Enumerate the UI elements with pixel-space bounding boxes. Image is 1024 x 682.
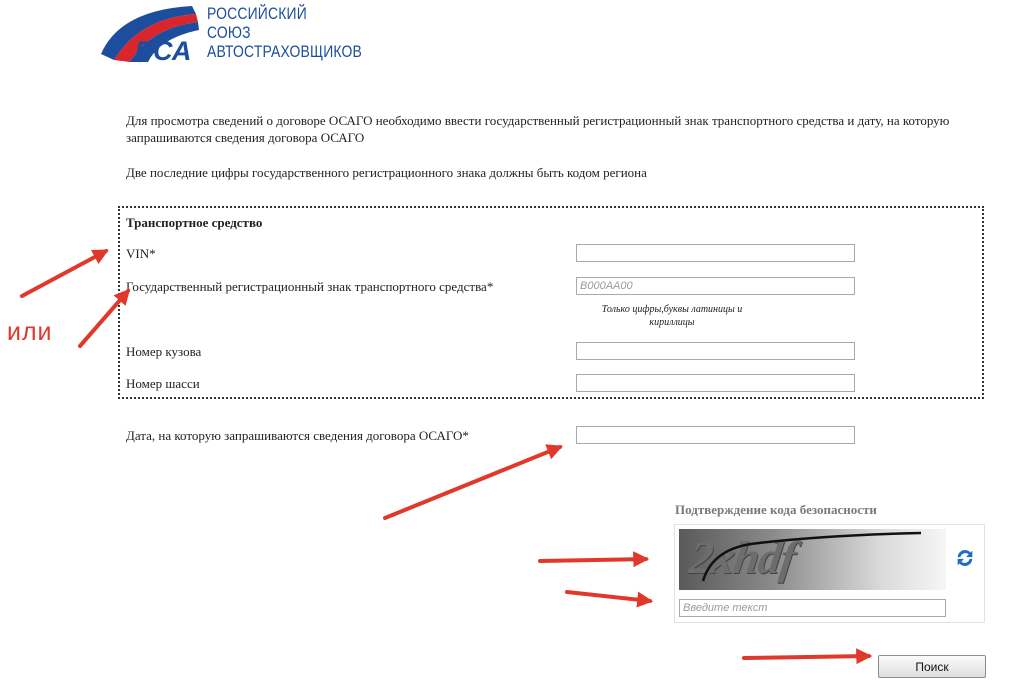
refresh-icon[interactable]	[954, 547, 976, 569]
plate-hint: Только цифры,буквы латиницы и кириллицы	[601, 304, 743, 328]
vehicle-section-title: Транспортное средство	[126, 215, 263, 230]
search-button[interactable]: Поиск	[878, 655, 986, 678]
captcha-image-text: 2xhdf	[686, 532, 799, 583]
region-note: Две последние цифры государственного регистрационного знака должны быть кодом региона	[126, 165, 647, 180]
body-number-label: Номер кузова	[126, 344, 202, 359]
arrow-to-captcha-image	[540, 559, 646, 561]
chassis-number-input[interactable]	[576, 374, 855, 392]
logo-line-1: РОССИЙСКИЙ	[207, 4, 307, 23]
logo-text	[207, 4, 362, 61]
vin-label: VIN*	[126, 246, 156, 261]
date-input[interactable]	[576, 426, 855, 444]
captcha-title: Подтверждение кода безопасности	[675, 502, 877, 517]
rsa-mark	[135, 36, 191, 66]
vehicle-section	[118, 206, 984, 399]
or-annotation: или	[7, 318, 53, 346]
captcha-input[interactable]	[679, 599, 946, 617]
svg-text:РСА: РСА	[135, 36, 192, 66]
date-label: Дата, на которую запрашиваются сведения договора ОСАГО*	[126, 428, 469, 443]
arrow-to-search-button	[744, 656, 869, 658]
intro-text: Для просмотра сведений о договоре ОСАГО необходимо ввести государственный регистрационный знак транспортного средства и дату, на которую запрашиваются сведения договора ОСАГО	[126, 113, 950, 145]
vin-input[interactable]	[576, 244, 855, 262]
arrow-to-date	[385, 447, 560, 518]
body-number-input[interactable]	[576, 342, 855, 360]
captcha-noise-line	[679, 529, 946, 590]
plate-input[interactable]	[576, 277, 855, 295]
logo-line-3: АВТОСТРАХОВЩИКОВ	[207, 42, 362, 61]
logo-line-2: СОЮЗ	[207, 23, 251, 42]
arrow-to-vin	[22, 251, 106, 296]
chassis-number-label: Номер шасси	[126, 376, 200, 391]
arrow-to-captcha-input	[567, 592, 650, 601]
plate-label: Государственный регистрационный знак транспортного средства*	[126, 279, 494, 294]
